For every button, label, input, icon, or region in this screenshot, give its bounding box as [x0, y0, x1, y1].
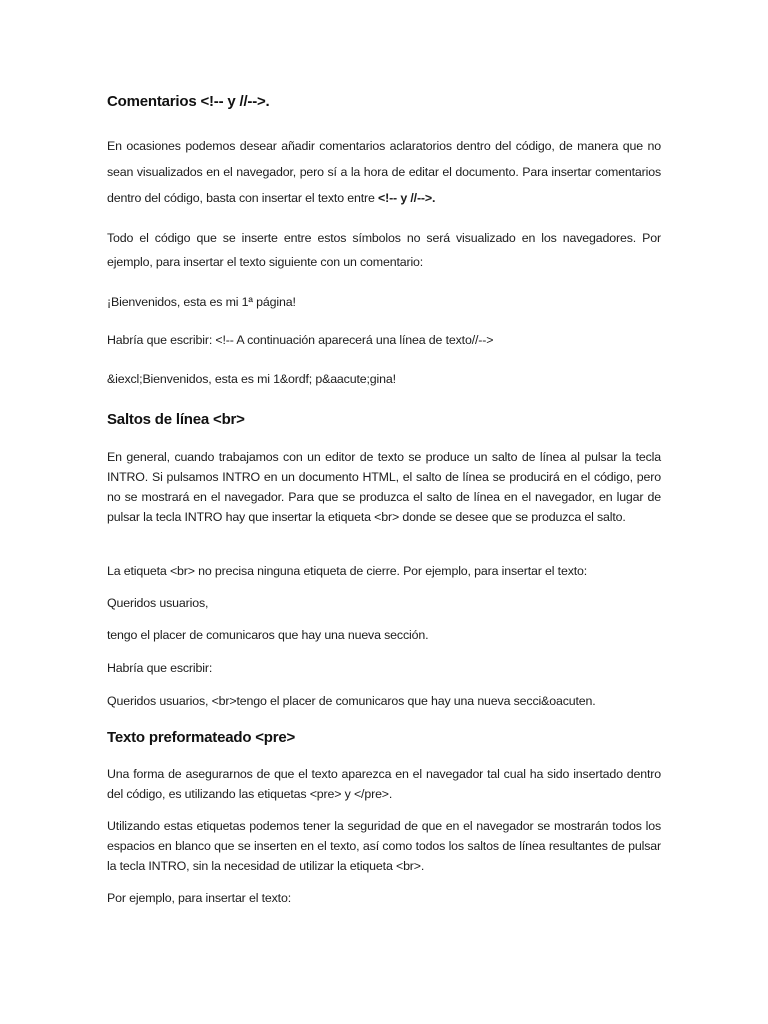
section-title-saltos: Saltos de línea <br> [107, 411, 245, 428]
paragraph-comentarios-intro [107, 133, 661, 211]
example-code-entities: &iexcl;Bienvenidos, esta es mi 1&ordf; p&aacute;gina! [107, 372, 396, 386]
example-line-2: tengo el placer de comunicaros que hay una nueva sección. [107, 628, 429, 642]
paragraph-pre-example: Por ejemplo, para insertar el texto: [107, 891, 291, 905]
paragraph-pre-intro: Una forma de asegurarnos de que el texto aparezca en el navegador tal cual ha sido insertado dentro del código, es utilizando las etiquetas <pre> y </pre>. [107, 767, 661, 801]
example-line-1: Queridos usuarios, [107, 596, 209, 610]
example-code-comment: Habría que escribir: <!-- A continuación aparecerá una línea de texto//--> [107, 333, 494, 347]
example-code-br: Queridos usuarios, <br>tengo el placer de comunicaros que hay una nueva secci&oacuten. [107, 694, 596, 708]
section-title-pre: Texto preformateado <pre> [107, 729, 296, 746]
paragraph-saltos-intro: En general, cuando trabajamos con un editor de texto se produce un salto de línea al pulsar la tecla INTRO. Si pulsamos INTRO en un documento HTML, el salto de línea se producirá en el código, pero no se mostrará en el navegador. Para que se produzca el salto de línea en el navegador, en lugar de pulsar la tecla INTRO hay que insertar la etiqueta <br> donde se desee que se produzca el salto. [107, 450, 661, 524]
paragraph-saltos-instruction: Habría que escribir: [107, 661, 213, 675]
example-text: ¡Bienvenidos, esta es mi 1ª página! [107, 295, 296, 309]
paragraph-comentarios-intro-text: En ocasiones podemos desear añadir comentarios aclaratorios dentro del código, de manera que no sean visualizados en el navegador, pero sí a la hora de editar el documento. Para insertar comentarios dentro del código, basta con insertar el texto entre [107, 139, 661, 205]
paragraph-pre-detail: Utilizando estas etiquetas podemos tener la seguridad de que en el navegador se mostrarán todos los espacios en blanco que se inserten en el texto, así como todos los saltos de línea resultantes de pulsar la tecla INTRO, sin la necesidad de utilizar la etiqueta <br>. [107, 819, 661, 873]
comment-syntax-code: <!-- y //-->. [378, 191, 436, 205]
section-title-comentarios: Comentarios <!-- y //-->. [107, 93, 270, 110]
paragraph-comentarios-detail: Todo el código que se inserte entre estos símbolos no será visualizado en los navegadores. Por ejemplo, para insertar el texto siguiente con un comentario: [107, 231, 661, 269]
paragraph-saltos-detail: La etiqueta <br> no precisa ninguna etiqueta de cierre. Por ejemplo, para insertar el texto: [107, 564, 588, 578]
